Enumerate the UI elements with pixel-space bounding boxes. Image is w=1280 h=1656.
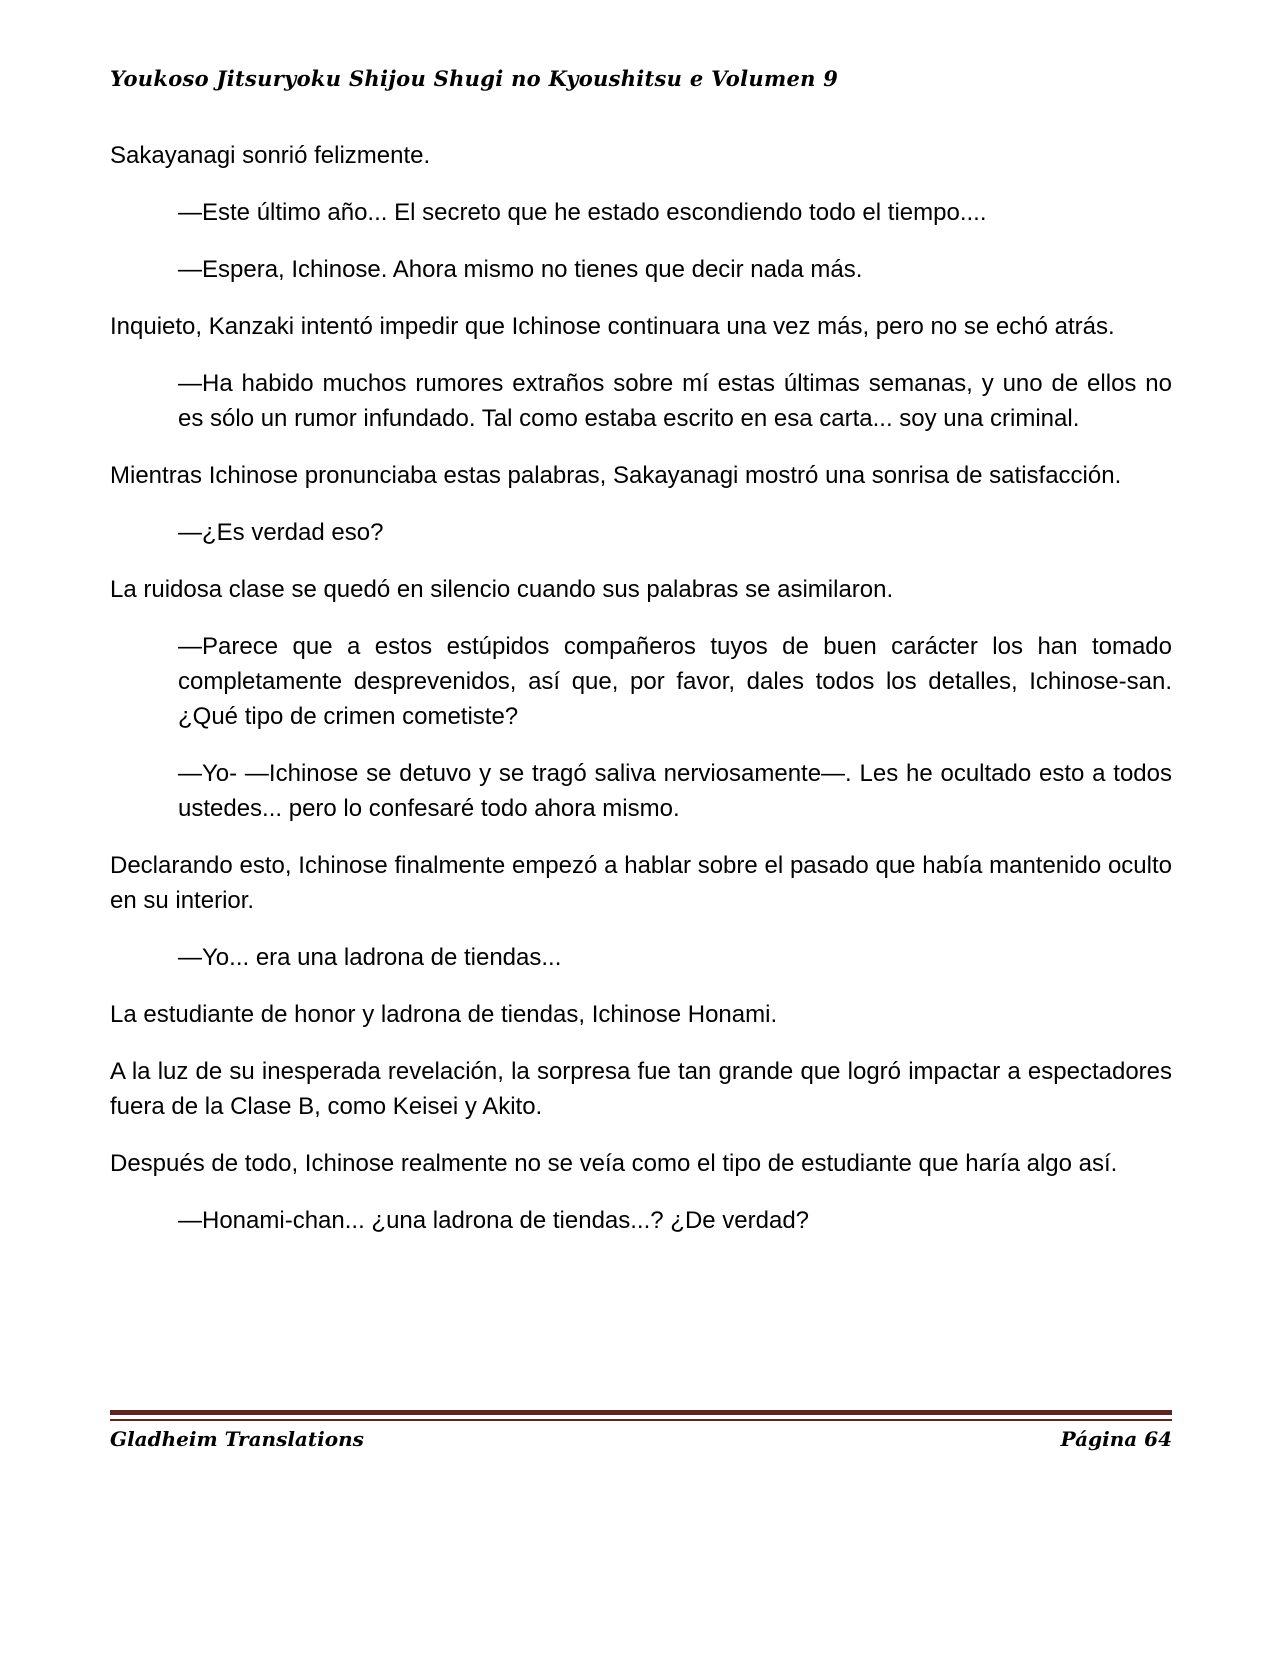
paragraph: —¿Es verdad eso?: [178, 519, 384, 546]
paragraph: —Honami-chan... ¿una ladrona de tiendas...? ¿De verdad?: [178, 1207, 810, 1234]
paragraph: La ruidosa clase se quedó en silencio cuando sus palabras se asimilaron.: [110, 576, 894, 603]
paragraph: Sakayanagi sonrió felizmente.: [110, 142, 431, 169]
paragraph: Después de todo, Ichinose realmente no se veía como el tipo de estudiante que haría algo así.: [110, 1150, 1118, 1177]
footer-rule: [110, 1410, 1172, 1421]
footer-translator: Gladheim Translations: [110, 1427, 364, 1451]
paragraph: —Yo- —Ichinose se detuvo y se tragó saliva nerviosamente—. Les he ocultado esto a todos ustedes... pero lo confesaré todo ahora mismo.: [178, 760, 1172, 822]
paragraph: —Este último año... El secreto que he estado escondiendo todo el tiempo....: [178, 199, 987, 226]
paragraph: —Yo... era una ladrona de tiendas...: [178, 944, 562, 971]
paragraph: La estudiante de honor y ladrona de tiendas, Ichinose Honami.: [110, 1001, 778, 1028]
page-footer: [110, 1410, 1172, 1451]
footer-page-number: Página 64: [1060, 1427, 1172, 1451]
page-body: [110, 138, 1172, 1260]
paragraph: Mientras Ichinose pronunciaba estas palabras, Sakayanagi mostró una sonrisa de satisfacción.: [110, 462, 1122, 489]
paragraph: —Parece que a estos estúpidos compañeros tuyos de buen carácter los han tomado completamente desprevenidos, así que, por favor, dales todos los detalles, Ichinose-san. ¿Qué tipo de crimen cometiste?: [178, 633, 1172, 730]
paragraph: A la luz de su inesperada revelación, la sorpresa fue tan grande que logró impactar a espectadores fuera de la Clase B, como Keisei y Akito.: [110, 1058, 1172, 1120]
paragraph: Declarando esto, Ichinose finalmente empezó a hablar sobre el pasado que había mantenido oculto en su interior.: [110, 852, 1172, 914]
page-header-title: Youkoso Jitsuryoku Shijou Shugi no Kyoushitsu e Volumen 9: [110, 66, 839, 91]
paragraph: —Ha habido muchos rumores extraños sobre mí estas últimas semanas, y uno de ellos no es sólo un rumor infundado. Tal como estaba escrito en esa carta... soy una criminal.: [178, 370, 1172, 432]
paragraph: Inquieto, Kanzaki intentó impedir que Ichinose continuara una vez más, pero no se echó atrás.: [110, 313, 1115, 340]
paragraph: —Espera, Ichinose. Ahora mismo no tienes que decir nada más.: [178, 256, 863, 283]
